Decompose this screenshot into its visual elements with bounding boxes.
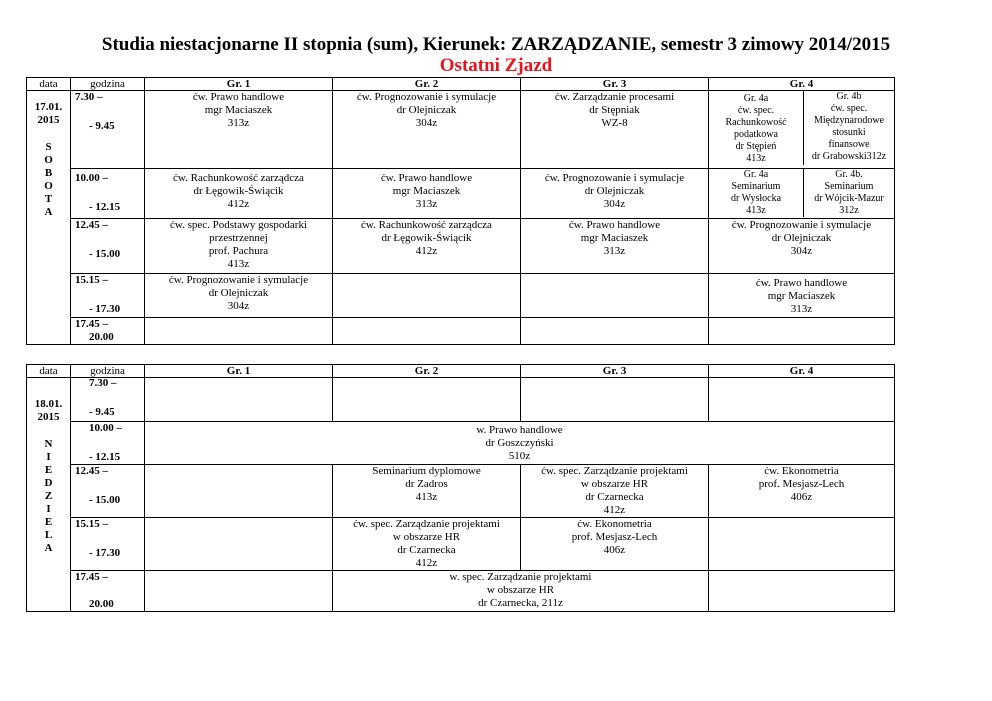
sat-s2-gr4a: Gr. 4a Seminarium dr Wysłocka 413z — [709, 169, 804, 217]
sun-s4-gr1 — [145, 518, 333, 571]
sat-s2-gr4 — [709, 169, 895, 219]
sunday-schedule-table — [26, 364, 895, 612]
sun-s3-gr2: Seminarium dyplomowe dr Zadros 413z — [333, 465, 521, 518]
sat-s2-gr3: ćw. Prognozowanie i symulacje dr Olejniczak 304z — [521, 169, 709, 219]
sat-s5-gr4 — [709, 318, 895, 345]
sunday-day-name: N I E D Z I E L A — [44, 438, 53, 554]
saturday-hour-3: 12.45 – - 15.00 — [71, 219, 145, 274]
sat-s5-gr2 — [333, 318, 521, 345]
sunday-hour-4: 15.15 – - 17.30 — [71, 518, 145, 571]
sun-s2-all: w. Prawo handlowe dr Goszczyński 510z — [145, 422, 895, 465]
page-subtitle: Ostatni Zjazd — [439, 55, 553, 76]
sat-s2-gr4b: Gr. 4b. Seminarium dr Wójcik-Mazur 312z — [814, 169, 884, 216]
sun-s1-gr3 — [521, 378, 709, 422]
sun-s4-gr4 — [709, 518, 895, 571]
page-title: Studia niestacjonarne II stopnia (sum), Kierunek: ZARZĄDZANIE, semestr 3 zimowy 2014/2015 — [101, 34, 891, 55]
sun-s3-gr3: ćw. spec. Zarządzanie projektami w obszarze HR dr Czarnecka 412z — [521, 465, 709, 518]
header-gr1-2: Gr. 1 — [145, 365, 333, 378]
sat-s1-gr4 — [709, 91, 895, 169]
sat-s3-gr1: ćw. spec. Podstawy gospodarki przestrzennej prof. Pachura 413z — [145, 219, 333, 274]
sat-s4-gr1: ćw. Prognozowanie i symulacje dr Olejniczak 304z — [145, 274, 333, 318]
saturday-schedule-table — [26, 77, 895, 345]
sun-s3-gr1 — [145, 465, 333, 518]
sun-s1-gr2 — [333, 378, 521, 422]
sunday-hour-5: 17.45 – 20.00 — [71, 571, 145, 612]
saturday-date-cell — [27, 91, 71, 345]
header-gr2: Gr. 2 — [333, 78, 521, 91]
sunday-hour-3: 12.45 – - 15.00 — [71, 465, 145, 518]
sun-s3-gr4: ćw. Ekonometria prof. Mesjasz-Lech 406z — [709, 465, 895, 518]
sun-s5-gr1 — [145, 571, 333, 612]
sat-s2-gr1: ćw. Rachunkowość zarządcza dr Łęgowik-Świącik 412z — [145, 169, 333, 219]
saturday-day-name: S O B O T A — [44, 141, 53, 218]
sat-s1-gr1: ćw. Prawo handlowe mgr Maciaszek 313z — [145, 91, 333, 169]
sun-s5-all: w. spec. Zarządzanie projektami w obszarze HR dr Czarnecka, 211z — [333, 571, 709, 612]
sat-s3-gr3: ćw. Prawo handlowe mgr Maciaszek 313z — [521, 219, 709, 274]
sun-s1-gr1 — [145, 378, 333, 422]
saturday-date: 17.01. 2015 — [34, 101, 63, 126]
header-godzina-2: godzina — [71, 365, 145, 378]
sun-s4-gr3: ćw. Ekonometria prof. Mesjasz-Lech 406z — [521, 518, 709, 571]
saturday-hour-2: 10.00 – - 12.15 — [71, 169, 145, 219]
header-gr4-2: Gr. 4 — [709, 365, 895, 378]
sunday-hour-1: 7.30 – - 9.45 — [71, 378, 145, 422]
header-gr4: Gr. 4 — [709, 78, 895, 91]
sat-s1-gr2: ćw. Prognozowanie i symulacje dr Olejniczak 304z — [333, 91, 521, 169]
saturday-hour-4: 15.15 – - 17.30 — [71, 274, 145, 318]
saturday-hour-5: 17.45 – 20.00 — [71, 318, 145, 345]
header-data: data — [27, 78, 71, 91]
sun-s4-gr2: ćw. spec. Zarządzanie projektami w obszarze HR dr Czarnecka 412z — [333, 518, 521, 571]
sat-s1-gr4b: Gr. 4b ćw. spec. Międzynarodowe stosunki finansowe dr Grabowski312z — [811, 91, 887, 162]
sat-s4-gr3 — [521, 274, 709, 318]
header-godzina: godzina — [71, 78, 145, 91]
sat-s4-gr4: ćw. Prawo handlowe mgr Maciaszek 313z — [709, 274, 895, 318]
header-gr1: Gr. 1 — [145, 78, 333, 91]
sun-s1-gr4 — [709, 378, 895, 422]
sat-s1-gr3: ćw. Zarządzanie procesami dr Stępniak WZ-8 — [521, 91, 709, 169]
sun-s5-gr4 — [709, 571, 895, 612]
sat-s4-gr2 — [333, 274, 521, 318]
sat-s3-gr2: ćw. Rachunkowość zarządcza dr Łęgowik-Świącik 412z — [333, 219, 521, 274]
sat-s5-gr3 — [521, 318, 709, 345]
header-gr3: Gr. 3 — [521, 78, 709, 91]
sat-s2-gr2: ćw. Prawo handlowe mgr Maciaszek 313z — [333, 169, 521, 219]
header-data-2: data — [27, 365, 71, 378]
sat-s5-gr1 — [145, 318, 333, 345]
header-gr2-2: Gr. 2 — [333, 365, 521, 378]
saturday-hour-1: 7.30 – - 9.45 — [71, 91, 145, 169]
sunday-hour-2: 10.00 – - 12.15 — [71, 422, 145, 465]
sunday-date-cell — [27, 378, 71, 612]
sat-s3-gr4: ćw. Prognozowanie i symulacje dr Olejniczak 304z — [709, 219, 895, 274]
sunday-date: 18.01. 2015 — [34, 398, 63, 423]
sat-s1-gr4a: Gr. 4a ćw. spec. Rachunkowość podatkowa dr Stępień 413z — [709, 91, 804, 165]
header-gr3-2: Gr. 3 — [521, 365, 709, 378]
